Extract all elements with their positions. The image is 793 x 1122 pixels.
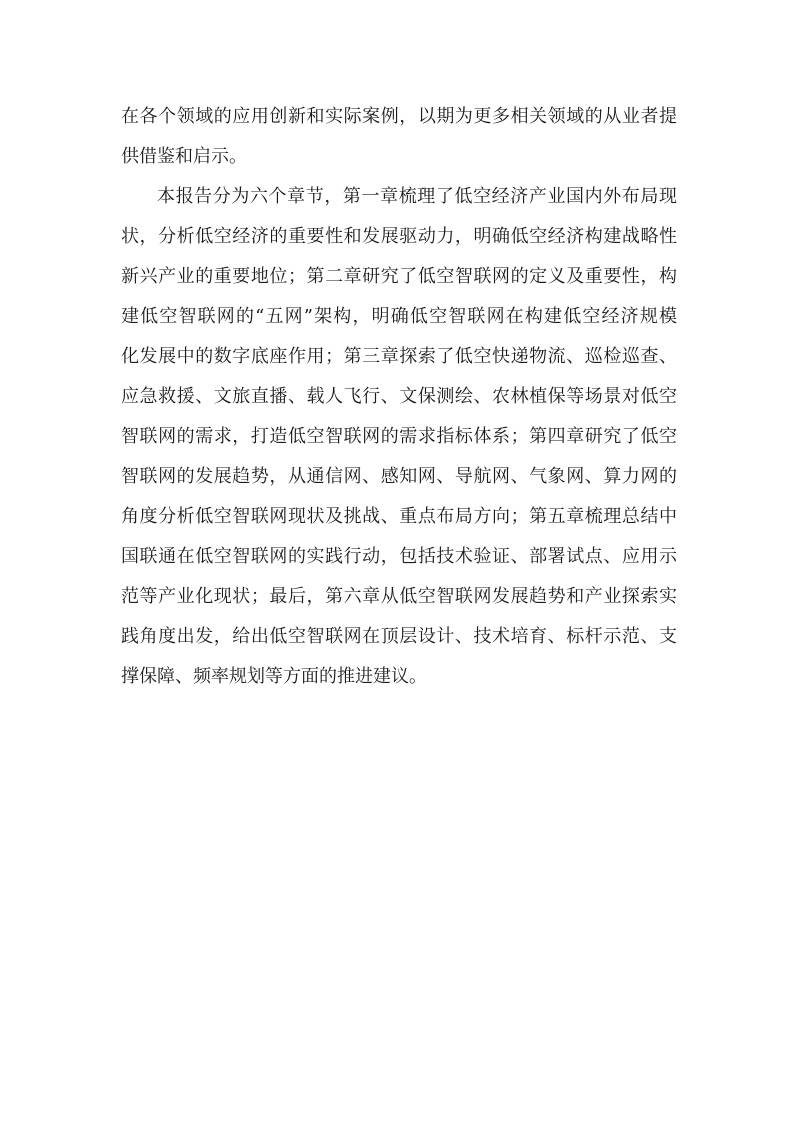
text-line: 状，分析低空经济的重要性和发展驱动力，明确低空经济构建战略性 bbox=[121, 226, 677, 247]
text-line: 践角度出发，给出低空智联网在顶层设计、技术培育、标杆示范、支 bbox=[121, 626, 677, 647]
text-line: 供借鉴和启示。 bbox=[121, 146, 247, 167]
text-line: 新兴产业的重要地位；第二章研究了低空智联网的定义及重要性，构 bbox=[121, 266, 677, 287]
text-line: 应急救援、文旅直播、载人飞行、文保测绘、农林植保等场景对低空 bbox=[121, 386, 677, 407]
text-line: 智联网的需求，打造低空智联网的需求指标体系；第四章研究了低空 bbox=[121, 426, 677, 447]
text-line: 智联网的发展趋势，从通信网、感知网、导航网、气象网、算力网的 bbox=[121, 466, 677, 487]
text-line: 在各个领域的应用创新和实际案例，以期为更多相关领域的从业者提 bbox=[121, 106, 677, 127]
text-line: 本报告分为六个章节，第一章梳理了低空经济产业国内外布局现 bbox=[157, 186, 677, 207]
text-line: 化发展中的数字底座作用；第三章探索了低空快递物流、巡检巡查、 bbox=[121, 346, 677, 367]
text-line: 国联通在低空智联网的实践行动，包括技术验证、部署试点、应用示 bbox=[121, 546, 677, 567]
text-line: 角度分析低空智联网现状及挑战、重点布局方向；第五章梳理总结中 bbox=[121, 506, 677, 527]
text-line: 建低空智联网的“五网”架构，明确低空智联网在构建低空经济规模 bbox=[121, 306, 677, 327]
text-line: 撑保障、频率规划等方面的推进建议。 bbox=[121, 666, 427, 687]
text-line: 范等产业化现状；最后，第六章从低空智联网发展趋势和产业探索实 bbox=[121, 586, 677, 607]
body-text bbox=[121, 97, 677, 697]
